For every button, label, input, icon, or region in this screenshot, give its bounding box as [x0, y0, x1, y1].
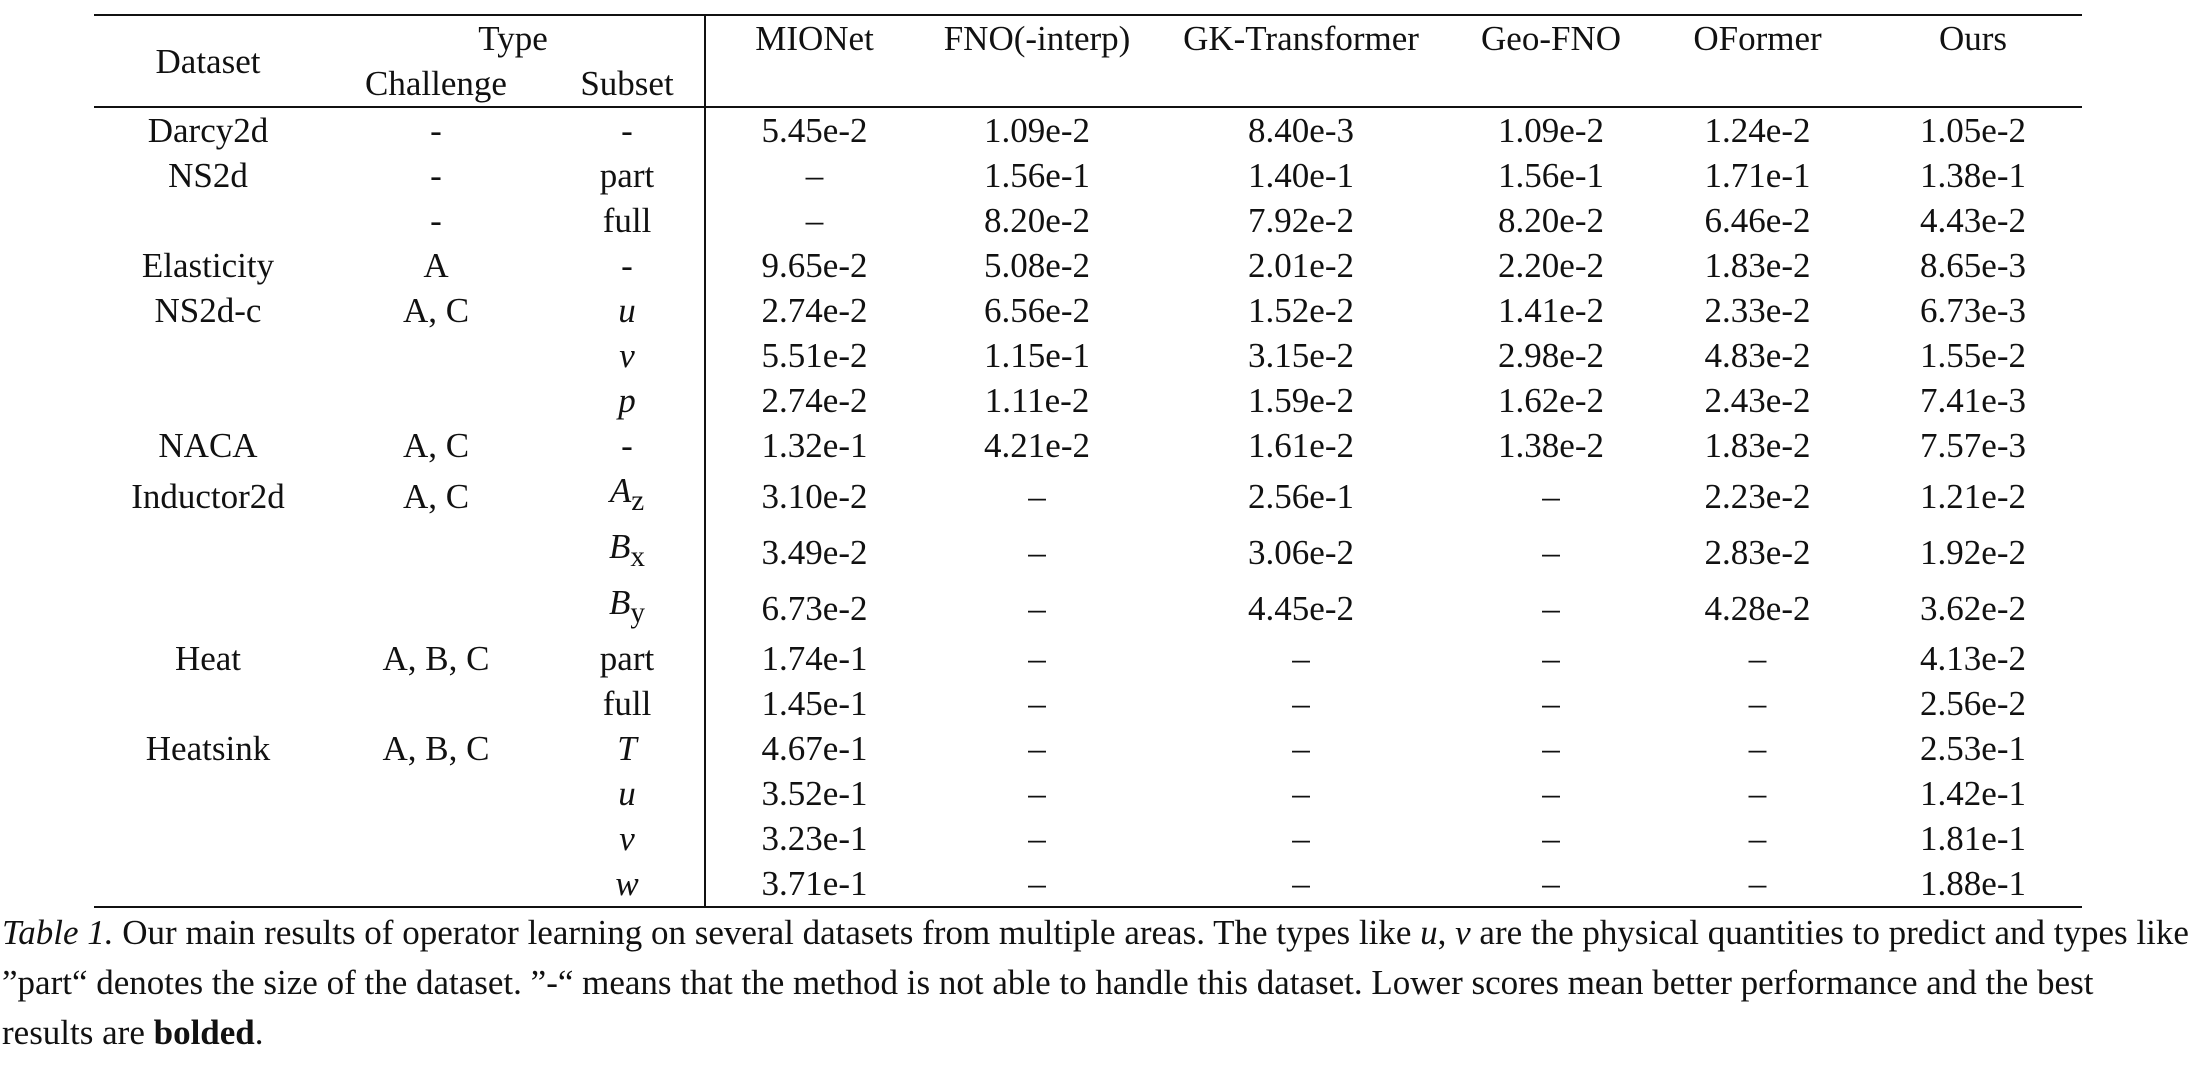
cell-dataset: Inductor2d — [131, 476, 285, 516]
cell-value: 8.20e-2 — [1498, 201, 1604, 240]
cell-value: 3.15e-2 — [1248, 336, 1354, 375]
cell-subset — [550, 861, 705, 907]
subset-symbol: B — [609, 583, 631, 622]
cell-dataset — [94, 333, 322, 378]
cell-value: 7.41e-3 — [1920, 381, 2026, 420]
header-method: GK-Transformer — [1151, 15, 1451, 107]
subset-symbol: v — [619, 819, 635, 858]
cell-challenge: - — [430, 201, 442, 240]
cell-subset: full — [550, 198, 705, 243]
cell-value: – — [1292, 684, 1310, 723]
subset-subscript: y — [630, 597, 645, 629]
cell-value: – — [1151, 861, 1451, 907]
table-row — [94, 636, 2082, 681]
cell-value: 1.92e-2 — [1920, 532, 2026, 572]
cell-value: 6.73e-2 — [761, 588, 868, 628]
header-subset: Subset — [550, 61, 705, 107]
header-method: MIONet — [705, 15, 923, 107]
cell-challenge: A, B, C — [382, 639, 490, 678]
header-type: Type — [322, 15, 705, 61]
table-row — [94, 771, 2082, 816]
cell-value: – — [1451, 861, 1651, 907]
cell-value: 4.21e-2 — [984, 426, 1090, 465]
subset-symbol: v — [619, 336, 635, 375]
cell-value: – — [1542, 476, 1560, 516]
cell-value: 4.67e-1 — [761, 729, 868, 768]
cell-value: 2.56e-2 — [1920, 684, 2026, 723]
cell-value: – — [1542, 532, 1560, 572]
cell-subset: - — [550, 423, 705, 468]
cell-challenge: - — [322, 107, 550, 153]
table-row — [94, 243, 2082, 288]
cell-dataset: Elasticity — [141, 246, 275, 285]
caption-text: Our main results of operator learning on several datasets from multiple areas. The types like — [113, 913, 1421, 952]
cell-value: 1.42e-1 — [1920, 774, 2026, 813]
caption-text: . — [254, 1013, 264, 1052]
cell-challenge — [322, 333, 550, 378]
table-row — [94, 378, 2082, 423]
cell-value: 1.56e-1 — [984, 156, 1090, 195]
cell-value: 1.81e-1 — [1920, 819, 2026, 858]
cell-value: 3.06e-2 — [1248, 532, 1354, 572]
header-method: Geo-FNO — [1451, 15, 1651, 107]
cell-value: 8.20e-2 — [984, 201, 1090, 240]
cell-subset: - — [550, 243, 705, 288]
table-header — [94, 15, 2082, 107]
cell-subset — [550, 468, 705, 524]
caption-bold-word: bolded — [153, 1013, 255, 1052]
header-challenge: Challenge — [365, 64, 507, 103]
cell-value: 4.83e-2 — [1704, 336, 1811, 375]
table-row — [94, 153, 2082, 198]
cell-value: 1.09e-2 — [923, 107, 1151, 153]
cell-subset: part — [550, 153, 705, 198]
cell-value: 8.40e-3 — [1151, 107, 1451, 153]
cell-value: – — [1651, 861, 1864, 907]
cell-value: – — [923, 861, 1151, 907]
cell-value: – — [1028, 639, 1046, 678]
cell-dataset — [94, 771, 322, 816]
cell-value: 1.88e-1 — [1864, 861, 2082, 907]
subset-symbol: A — [609, 471, 632, 510]
caption-label: Table 1. — [2, 913, 114, 952]
table-row — [94, 198, 2082, 243]
cell-subset: full — [550, 681, 705, 726]
cell-value: 3.62e-2 — [1920, 588, 2026, 628]
cell-subset: part — [550, 636, 705, 681]
cell-value: 6.56e-2 — [984, 291, 1090, 330]
cell-value: 2.33e-2 — [1704, 291, 1811, 330]
cell-value: 3.52e-1 — [761, 774, 868, 813]
cell-value: – — [1292, 639, 1310, 678]
cell-value: 1.83e-2 — [1704, 426, 1811, 465]
cell-value: – — [1028, 684, 1046, 723]
cell-value: 1.74e-1 — [761, 639, 868, 678]
cell-value: – — [1028, 476, 1046, 516]
table-row — [94, 107, 2082, 153]
cell-subset: - — [550, 107, 705, 153]
cell-value: 3.71e-1 — [705, 861, 923, 907]
cell-value: 1.61e-2 — [1248, 426, 1354, 465]
cell-value: 4.28e-2 — [1704, 588, 1811, 628]
cell-dataset: Heatsink — [145, 729, 271, 768]
cell-value: 3.10e-2 — [761, 476, 868, 516]
cell-value: 1.40e-1 — [1248, 156, 1354, 195]
cell-challenge — [322, 771, 550, 816]
cell-value: 1.09e-2 — [1451, 107, 1651, 153]
header-method: FNO(-interp) — [923, 15, 1151, 107]
cell-dataset — [94, 524, 322, 580]
cell-value: 2.23e-2 — [1704, 476, 1811, 516]
cell-challenge — [322, 681, 550, 726]
cell-value: 6.73e-3 — [1920, 291, 2026, 330]
caption-text: are the physical quantities to predict and types like ”part“ denotes the size of the dataset. ”-“ means that the method is not able to handle this dataset. Lower scores mean better performance and the best results are — [2, 913, 2189, 1052]
cell-subset — [550, 288, 705, 333]
cell-challenge — [322, 861, 550, 907]
table-row — [94, 333, 2082, 378]
cell-challenge — [322, 378, 550, 423]
cell-value: – — [1542, 819, 1560, 858]
table-row — [94, 726, 2082, 771]
cell-subset — [550, 816, 705, 861]
cell-value: 1.62e-2 — [1498, 381, 1604, 420]
subset-symbol: u — [618, 774, 636, 813]
cell-dataset — [94, 378, 322, 423]
cell-value: 1.15e-1 — [984, 336, 1090, 375]
cell-value: 4.43e-2 — [1920, 201, 2026, 240]
cell-value: 2.98e-2 — [1498, 336, 1604, 375]
cell-value: – — [805, 156, 824, 195]
cell-subset — [550, 333, 705, 378]
cell-challenge: A, B, C — [382, 729, 490, 768]
cell-value: 1.52e-2 — [1248, 291, 1354, 330]
cell-value: – — [1292, 774, 1310, 813]
results-table-container — [94, 14, 2082, 908]
cell-value: 5.08e-2 — [984, 246, 1090, 285]
cell-challenge: A — [423, 246, 449, 285]
caption-math: u — [1420, 913, 1438, 952]
cell-value: – — [1748, 774, 1767, 813]
cell-value: – — [1748, 729, 1767, 768]
cell-value: 1.59e-2 — [1248, 381, 1354, 420]
caption-text: , — [1437, 913, 1456, 952]
subset-symbol: T — [617, 729, 637, 768]
cell-value: 1.38e-2 — [1498, 426, 1604, 465]
caption-math: v — [1455, 913, 1471, 952]
cell-challenge: - — [430, 156, 442, 195]
cell-value: – — [1748, 819, 1767, 858]
table-row — [94, 288, 2082, 333]
cell-value: 5.51e-2 — [761, 336, 868, 375]
cell-value: 4.45e-2 — [1248, 588, 1354, 628]
cell-dataset: Heat — [174, 639, 242, 678]
subset-subscript: z — [631, 485, 645, 517]
cell-value: 1.71e-1 — [1704, 156, 1811, 195]
cell-subset — [550, 771, 705, 816]
cell-subset — [550, 378, 705, 423]
cell-value: 1.45e-1 — [761, 684, 868, 723]
cell-value: – — [1028, 774, 1046, 813]
cell-value: 1.11e-2 — [984, 381, 1090, 420]
cell-value: 1.21e-2 — [1920, 476, 2026, 516]
table-row — [94, 423, 2082, 468]
cell-dataset — [94, 681, 322, 726]
table-row — [94, 681, 2082, 726]
cell-subset — [550, 524, 705, 580]
cell-value: – — [1028, 729, 1046, 768]
table-row — [94, 524, 2082, 580]
table-caption — [2, 908, 2192, 1058]
cell-value: – — [1542, 639, 1560, 678]
cell-value: 2.43e-2 — [1704, 381, 1811, 420]
cell-value: 2.74e-2 — [761, 291, 868, 330]
cell-subset — [550, 580, 705, 636]
subset-subscript: x — [630, 541, 645, 573]
cell-value: 1.41e-2 — [1498, 291, 1604, 330]
cell-value: 9.65e-2 — [761, 246, 868, 285]
cell-value: 2.83e-2 — [1704, 532, 1811, 572]
cell-value: 1.55e-2 — [1920, 336, 2026, 375]
subset-symbol: p — [618, 381, 636, 420]
cell-value: 5.45e-2 — [705, 107, 923, 153]
cell-value: 8.65e-3 — [1920, 246, 2026, 285]
cell-value: – — [1028, 819, 1046, 858]
cell-dataset — [94, 198, 322, 243]
header-dataset: Dataset — [94, 15, 322, 107]
cell-value: – — [1028, 532, 1046, 572]
cell-dataset — [94, 580, 322, 636]
cell-dataset — [94, 861, 322, 907]
cell-value: 2.20e-2 — [1498, 246, 1604, 285]
cell-value: 1.05e-2 — [1864, 107, 2082, 153]
cell-value: – — [1542, 774, 1560, 813]
cell-value: 2.74e-2 — [761, 381, 868, 420]
cell-value: – — [1028, 588, 1046, 628]
cell-value: 4.13e-2 — [1920, 639, 2026, 678]
cell-value: 2.01e-2 — [1248, 246, 1354, 285]
cell-value: 2.53e-1 — [1920, 729, 2026, 768]
subset-symbol: w — [615, 864, 639, 903]
cell-value: 7.57e-3 — [1920, 426, 2026, 465]
cell-value: – — [1542, 588, 1560, 628]
table-row — [94, 580, 2082, 636]
cell-value: – — [1292, 729, 1310, 768]
cell-challenge: A, C — [402, 291, 470, 330]
subset-symbol: B — [609, 527, 631, 566]
table-row — [94, 816, 2082, 861]
cell-dataset: Darcy2d — [94, 107, 322, 153]
cell-value: 2.56e-1 — [1248, 476, 1354, 516]
cell-value: – — [1542, 729, 1560, 768]
cell-value: – — [1748, 684, 1767, 723]
cell-challenge — [322, 580, 550, 636]
cell-dataset: NACA — [158, 426, 258, 465]
table-row — [94, 468, 2082, 524]
header-method: Ours — [1864, 15, 2082, 107]
cell-value: 1.56e-1 — [1498, 156, 1604, 195]
cell-challenge — [322, 524, 550, 580]
cell-challenge — [322, 816, 550, 861]
cell-value: 1.24e-2 — [1651, 107, 1864, 153]
cell-value: – — [1292, 819, 1310, 858]
cell-subset — [550, 726, 705, 771]
cell-value: 1.83e-2 — [1704, 246, 1811, 285]
cell-dataset: NS2d — [168, 156, 248, 195]
cell-dataset — [94, 816, 322, 861]
header-method: OFormer — [1651, 15, 1864, 107]
cell-value: 3.23e-1 — [761, 819, 868, 858]
cell-dataset: NS2d-c — [154, 291, 262, 330]
table-body — [94, 107, 2082, 907]
results-table — [94, 14, 2082, 908]
cell-challenge: A, C — [402, 426, 470, 465]
cell-value: – — [1748, 639, 1767, 678]
cell-value: – — [1542, 684, 1560, 723]
cell-value: 6.46e-2 — [1704, 201, 1811, 240]
subset-symbol: u — [618, 291, 636, 330]
table-row — [94, 861, 2082, 907]
cell-value: – — [805, 201, 824, 240]
cell-value: 7.92e-2 — [1248, 201, 1354, 240]
cell-challenge: A, C — [402, 476, 470, 516]
cell-value: 1.38e-1 — [1920, 156, 2026, 195]
cell-value: 3.49e-2 — [761, 532, 868, 572]
cell-value: 1.32e-1 — [761, 426, 868, 465]
